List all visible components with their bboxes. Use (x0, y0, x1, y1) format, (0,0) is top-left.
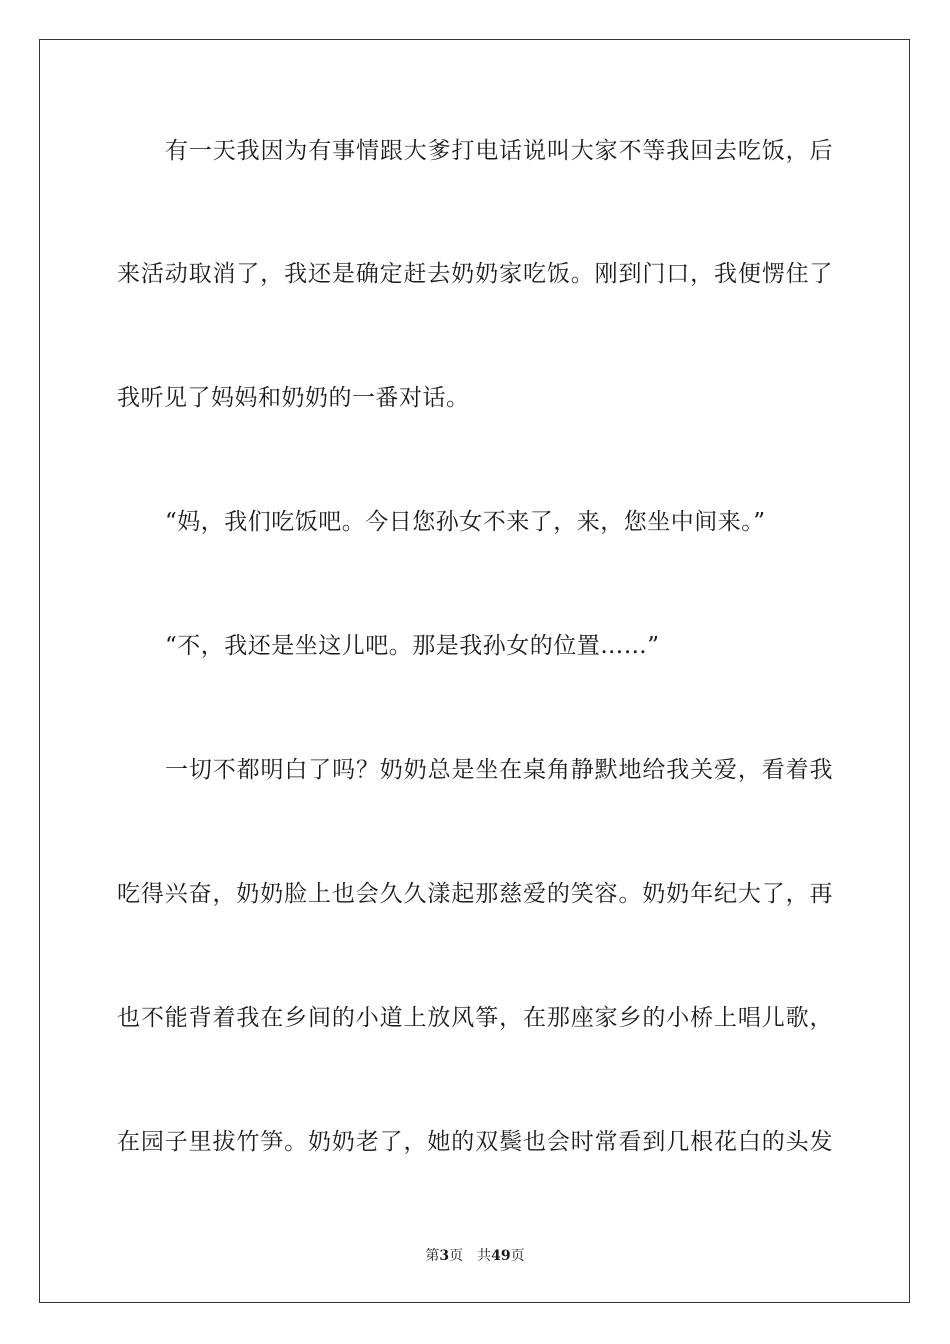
page-footer (0, 1245, 950, 1265)
page-frame (39, 39, 910, 1303)
paragraph-line: 来活动取消了，我还是确定赶去奶奶家吃饭。刚到门口，我便愣住了 (117, 261, 833, 287)
paragraph-line: 有一天我因为有事情跟大爹打电话说叫大家不等我回去吃饭，后 (165, 138, 833, 164)
paragraph-line: 一切不都明白了吗？奶奶总是坐在桌角静默地给我关爱，看着我 (165, 757, 833, 783)
page-prefix: 第 (425, 1248, 440, 1264)
paragraph-line: 吃得兴奋，奶奶脸上也会久久漾起那慈爱的笑容。奶奶年纪大了，再 (117, 881, 833, 907)
paragraph-line: 在园子里拔竹笋。奶奶老了，她的双鬓也会时常看到几根花白的头发 (117, 1129, 833, 1155)
dialogue-line: “妈，我们吃饭吧。今日您孙女不来了，来，您坐中间来。” (165, 509, 766, 535)
paragraph-line: 也不能背着我在乡间的小道上放风筝，在那座家乡的小桥上唱儿歌， (117, 1005, 833, 1031)
total-pages: 49 (491, 1248, 511, 1264)
dialogue-line: “不，我还是坐这儿吧。那是我孙女的位置……” (165, 633, 660, 659)
page-suffix: 页 (449, 1248, 464, 1264)
total-suffix: 页 (510, 1248, 525, 1264)
paragraph-line: 我听见了妈妈和奶奶的一番对话。 (117, 385, 470, 411)
page-number: 3 (439, 1248, 450, 1264)
total-prefix: 共 (477, 1248, 492, 1264)
